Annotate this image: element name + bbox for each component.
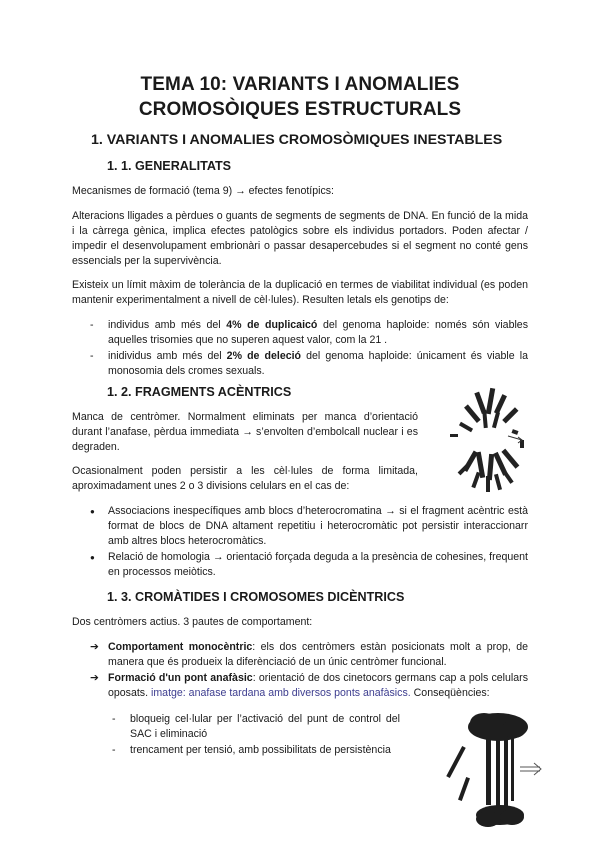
s11-bullet-list	[86, 318, 528, 380]
dash-marker: -	[112, 713, 116, 725]
s13-arrow-list	[86, 640, 528, 702]
bullet-marker: -	[90, 350, 94, 362]
s12-paragraph-2: Ocasionalment poden persistir a les cèl·lules de forma limitada, aproximadament unes 2 o 3 divisions celulars en el cas de:	[72, 465, 418, 492]
anaphase-bridge-image	[440, 705, 550, 835]
s11-paragraph-3: Existeix un límit màxim de tolerància de la duplicació en termes de viabilitat individual (es poden mantenir experimentalment a nivell de cèl·lules). Resulten letals els genotips de:	[72, 279, 528, 306]
list-item: - inidividus amb més del 2% de deleció del genoma haploide: únicament és viable la monosomia dels cromes sexuals.	[90, 350, 528, 377]
arrow-marker: ➔	[90, 672, 99, 684]
bullet-marker: -	[90, 319, 94, 331]
s12-bullet-list	[86, 504, 528, 581]
section-1-3-heading: 1. 3. CROMÀTIDES I CROMOSOMES DICÈNTRICS	[107, 590, 405, 604]
s11-paragraph-1: Mecanismes de formació (tema 9) → efectes fenotípics:	[72, 185, 335, 197]
title-line-1: TEMA 10: VARIANTS I ANOMALIES	[140, 74, 460, 95]
arrow-marker: ➔	[90, 641, 99, 653]
list-item: ● Associacions inespecífiques amb blocs d’heterocromatina → si el fragment acèntric està format de blocs de DNA altament repetitiu i heterocromàtic pot persistir interaccionarr amb altres blocs heterocromàtics.	[90, 505, 528, 547]
list-item: - individus amb més del 4% de duplicaicó del genoma haploide: només són viables aquelles trisomies que no superen aquest valor, com la 21 .	[90, 319, 528, 346]
bullet-marker: ●	[90, 553, 95, 562]
list-item: ➔ Formació d'un pont anafàsic: orientació de dos cinetocors germans cap a pols celulars oposats. imatge: anafase tardana amb diversos ponts anafàsics. Conseqüències:	[90, 672, 528, 699]
image-reference-link: imatge: anafase tardana amb diversos ponts anafàsics.	[151, 687, 411, 699]
list-item: ➔ Comportament monocèntric: els dos centròmers estàn posicionats molt a prop, de manera que és produeix la diferènciació de un únic centròmer funcional.	[90, 641, 528, 668]
list-item: ● Relació de homologia → orientació forçada deguda a la presència de cohesines, frequent en processos meiòtics.	[90, 551, 528, 578]
s13-paragraph-1: Dos centròmers actius. 3 pautes de comportament:	[72, 616, 313, 628]
list-item: - bloqueig cel·lular per l’activació del punt de control del SAC i eliminació	[112, 713, 400, 740]
section-1-heading: 1. VARIANTS I ANOMALIES CROMOSÒMIQUES INESTABLES	[91, 132, 503, 148]
dash-marker: -	[112, 744, 116, 756]
s12-paragraph-1: Manca de centròmer. Normalment eliminats per manca d’orientació durant l’anafase, pèrdua immediata → s’envolten d’embolcall nuclear i es degraden.	[72, 411, 418, 453]
document-title	[60, 72, 540, 122]
s11-paragraph-2: Alteracions lligades a pèrdues o guants de segments de segments de DNA. En funció de la mida i la càrrega gènica, implica efectes patològics sobre els individus portadors. Poden afectar / impedir el desenvolupament embrionàri o passar desapercebudes si el segment no conté gens essencials per la supervivència.	[72, 210, 528, 267]
title-line-2: CROMOSÒIQUES ESTRUCTURALS	[138, 99, 462, 120]
bullet-marker: ●	[90, 507, 95, 516]
section-1-1-heading: 1. 1. GENERALITATS	[107, 159, 232, 173]
list-item: - trencament per tensió, amb possibilitats de persistència	[112, 744, 391, 756]
chromosome-micrograph-image	[438, 382, 538, 500]
section-1-2-heading: 1. 2. FRAGMENTS ACÈNTRICS	[107, 385, 292, 399]
s13-sub-list	[108, 712, 400, 759]
